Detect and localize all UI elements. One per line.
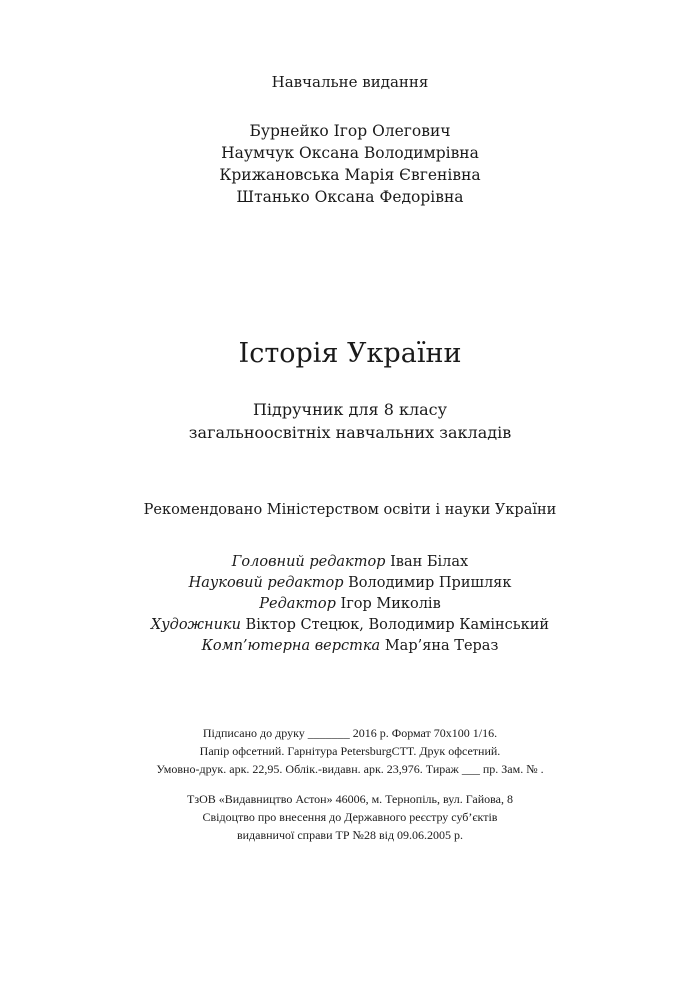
recommendation-text: Рекомендовано Міністерством освіти і науки України — [143, 502, 557, 518]
recommendation — [0, 500, 700, 520]
publisher-line: видавничої справи ТР №28 від 09.06.2005 р. — [236, 828, 464, 842]
subtitle-line: загальноосвітніх навчальних закладів — [188, 423, 512, 442]
publisher-line: ТзОВ «Видавництво Астон» 46006, м. Тернопіль, вул. Гайова, 8 — [187, 792, 513, 806]
author-name: Штанько Оксана Федорівна — [236, 188, 464, 206]
credit-name: Іван Білах — [385, 554, 469, 570]
credit-role: Художники — [150, 617, 241, 633]
authors-list — [0, 120, 700, 208]
imprint-line: Папір офсетний. Гарнітура PetersburgCTT. Друк офсетний. — [199, 744, 501, 758]
imprint-line: Умовно-друк. арк. 22,95. Облік.-видавн. арк. 23,976. Тираж ___ пр. Зам. № . — [156, 762, 544, 776]
credit-role: Комп’ютерна верстка — [201, 638, 381, 654]
author-name: Бурнейко Ігор Олегович — [249, 122, 451, 140]
book-title-text: Історія України — [238, 338, 462, 369]
credit-artists — [0, 615, 700, 636]
credit-role: Головний редактор — [231, 554, 386, 570]
author-name: Наумчук Оксана Володимрівна — [221, 144, 479, 162]
edition-type — [0, 72, 700, 92]
author-name: Крижановська Марія Євгенівна — [219, 166, 481, 184]
credit-editor — [0, 594, 700, 615]
edition-type-text: Навчальне видання — [271, 73, 429, 91]
print-imprint — [0, 724, 700, 778]
credit-scientific-editor — [0, 573, 700, 594]
credit-role: Науковий редактор — [188, 575, 344, 591]
book-subtitle — [0, 398, 700, 444]
credit-chief-editor — [0, 552, 700, 573]
publisher-line: Свідоцтво про внесення до Державного реєстру суб’єктів — [202, 810, 498, 824]
subtitle-line: Підручник для 8 класу — [252, 400, 448, 419]
credit-role: Редактор — [259, 596, 336, 612]
credit-name: Мар’яна Тераз — [380, 638, 499, 654]
editorial-credits — [0, 552, 700, 657]
imprint-line: Підписано до друку _______ 2016 р. Формат 70х100 1/16. — [202, 726, 498, 740]
book-title — [0, 337, 700, 371]
credit-layout — [0, 636, 700, 657]
credit-name: Володимир Пришляк — [343, 575, 512, 591]
credit-name: Віктор Стецюк, Володимир Камінський — [240, 617, 550, 633]
credit-name: Ігор Миколів — [335, 596, 441, 612]
publisher-info — [0, 790, 700, 844]
